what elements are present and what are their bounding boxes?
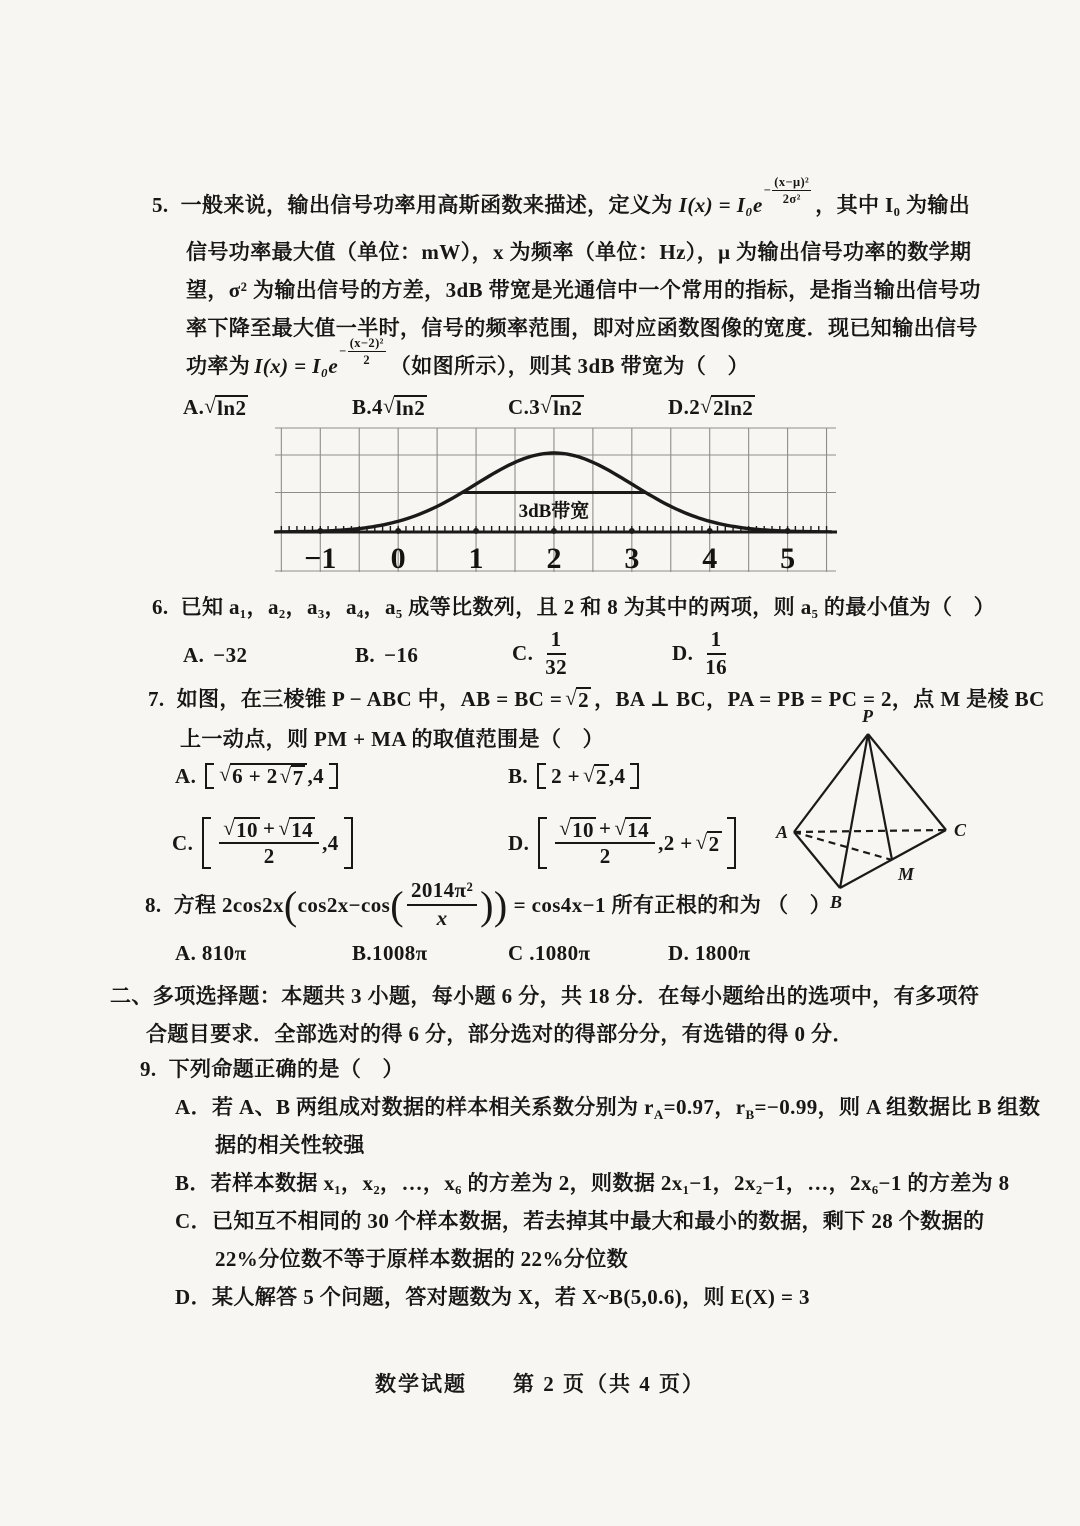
exp-numerator: (x−μ)² [774, 175, 810, 189]
interval: 2 + √ 2 ,4 [537, 760, 639, 792]
fraction: √ 10 + √ 14 2 [219, 817, 319, 869]
vertex-label-P: P [862, 706, 873, 726]
option-value: −16 [384, 643, 419, 667]
option-label: A. [175, 764, 197, 788]
question-5-line-3: 望，σ² 为输出信号的方差，3dB 带宽是光通信中一个常用的指标，是指当输出信号功 [186, 278, 981, 302]
vertex-label-M: M [898, 864, 915, 884]
q8-text: = cos4x−1 所有正根的和为 （ ） [513, 892, 832, 917]
radical: √ 7 [280, 765, 306, 789]
q5-option-d [668, 394, 755, 420]
fraction: $\frac{1}{32}$ [545, 627, 568, 679]
radical: √ 2ln2 [700, 395, 755, 419]
edge-PA [794, 734, 868, 832]
page-footer: 数学试题 第 2 页（共 4 页） [375, 1372, 705, 1396]
radical: √ 2 [696, 831, 722, 855]
question-5-line-2: 信号功率最大值（单位：mW），x 为频率（单位：Hz），μ 为输出信号功率的数学期 [186, 240, 972, 264]
axis-dot [551, 528, 557, 534]
q5-text: 一般来说，输出信号功率用高斯函数来描述，定义为 [180, 193, 673, 218]
question-number: 8. [145, 892, 162, 917]
bracket-left-icon [202, 817, 211, 869]
q5-option-a [183, 394, 248, 420]
q5-text: 功率为 [186, 354, 251, 379]
radical: √ ln2 [540, 395, 584, 419]
radical: √ 6 + 2 √ 7 [219, 763, 307, 789]
bracket-right-icon [344, 817, 353, 869]
q6-option-c [512, 628, 570, 679]
axis-dot [707, 528, 713, 534]
x-axis-label: 4 [702, 542, 718, 575]
bracket-right-icon [727, 817, 736, 869]
radical: √ 14 [278, 817, 315, 841]
minus-sign: − [763, 183, 772, 198]
q6-option-a [183, 642, 247, 668]
vertex-label-B: B [830, 892, 843, 912]
option-value: −32 [213, 643, 248, 667]
edge-PB [840, 734, 868, 888]
x-axis-label: −1 [304, 542, 337, 575]
q8-option-b: B.1008π [352, 941, 428, 965]
q5-formula2-base: I(x) = I₀e [254, 354, 339, 379]
question-5-line-4: 率下降至最大值一半时，信号的频率范围，即对应函数图像的宽度．现已知输出信号 [186, 316, 978, 340]
q8-option-a: A. 810π [175, 941, 247, 965]
q9-stem: 下列命题正确的是（ ） [168, 1057, 404, 1081]
bracket-left-icon [537, 763, 546, 789]
q7-text: 如图，在三棱锥 P − ABC 中，AB = BC = [176, 687, 563, 711]
option-label: D. [508, 830, 530, 855]
q9-option-c-line-1: C．已知互不相同的 30 个样本数据，若去掉其中最大和最小的数据，剩下 28 个数据的 [175, 1209, 985, 1233]
bracket-right-icon [329, 763, 338, 789]
edge-PC [868, 734, 946, 830]
q9-option-a-line-1: A．若 A、B 两组成对数据的样本相关系数分别为 $r_A=0.97$，$r_B=-0.99$，则 A 组数据比 B 组数 [175, 1095, 1041, 1123]
axis-dot [629, 528, 635, 534]
radical: √ 10 [559, 817, 596, 841]
q7-option-c [172, 814, 353, 872]
fraction: $\frac{\text{2014π²}}{x}$ [407, 879, 477, 930]
q6-stem: 已知 a₁，a₂，a₃，a₄，a₅ 成等比数列，且 2 和 8 为其中的两项，则 a₅ 的最小值为（ ） [180, 595, 996, 619]
question-9 [140, 1056, 404, 1082]
x-axis-label: 5 [780, 542, 796, 575]
question-8: 8. 方程 2cos2x ( cos2x−cos ( $\frac{\text{2014π²}}{x}$ )) = cos4x−1 所有正根的和为 （ ） [145, 878, 832, 930]
option-label: B. [508, 764, 529, 788]
q7-option-b [508, 760, 639, 792]
option-label: C. [512, 641, 534, 666]
question-number: 9. [140, 1057, 157, 1081]
fraction: $\frac{1}{16}$ [705, 627, 728, 679]
q8-text: cos2x−cos [297, 892, 391, 917]
axis-dot [395, 528, 401, 534]
interval: √ 6 + 2 √ 7 ,4 [205, 760, 338, 792]
question-number: 7. [148, 687, 165, 711]
q5-formula1-base: I(x) = I₀e [678, 193, 763, 218]
radical: √ 2 [583, 764, 609, 788]
x-axis-label: 0 [390, 542, 406, 575]
bracket-right-icon [630, 763, 639, 789]
axis-dot [473, 528, 479, 534]
question-number: 5. [152, 193, 169, 218]
section-2-header-line-1: 二、多项选择题：本题共 3 小题，每小题 6 分，共 18 分．在每小题给出的选项中，有多项符 [110, 984, 980, 1008]
q7-option-d [508, 814, 736, 872]
q5-formula1-exponent [764, 175, 812, 206]
q7-text: ，BA ⊥ BC，PA = PB = PC = 2，点 M 是棱 BC [594, 687, 1045, 711]
question-number: 6. [152, 595, 169, 619]
q6-option-d [672, 628, 730, 679]
interval: √ 10 + √ 14 2 ,2 + √ 2 [538, 814, 735, 872]
bracket-left-icon [205, 763, 214, 789]
q9-option-c-line-2: 22%分位数不等于原样本数据的 22%分位数 [215, 1247, 629, 1271]
exp-denominator: 2 [363, 353, 371, 367]
x-axis-label: 1 [468, 542, 484, 575]
minus-sign: − [339, 344, 347, 359]
edge-BC [840, 830, 946, 888]
edge-AC-dashed [794, 830, 946, 832]
q8-option-d: D. 1800π [668, 941, 751, 965]
option-label: C.3 [508, 395, 541, 419]
q5-graph-svg [272, 420, 839, 582]
fraction: √ 10 + √ 14 2 [555, 817, 655, 869]
q8-option-c: C .1080π [508, 941, 591, 965]
q6-option-b [355, 642, 418, 668]
q5-text: （如图所示），则其 3dB 带宽为（ ） [389, 354, 749, 379]
radical: √ ln2 [383, 395, 427, 419]
radical: √ 10 [223, 817, 260, 841]
interval: √ 10 + √ 14 2 ,4 [202, 814, 352, 872]
question-5-line-1 [152, 175, 971, 221]
subscript-A: A [653, 1107, 664, 1123]
option-label: A. [183, 395, 205, 419]
bandwidth-annotation: 3dB带宽 [518, 501, 590, 522]
edge-AM-dashed [794, 832, 892, 860]
subscript-B: B [745, 1107, 755, 1123]
vertex-label-A: A [776, 822, 789, 842]
q5-option-c [508, 394, 584, 420]
option-label: B.4 [352, 395, 383, 419]
edge-PM [868, 734, 892, 860]
option-label: D. [672, 641, 694, 666]
section-2-header-line-2: 合题目要求．全部选对的得 6 分，部分选对的得部分分，有选错的得 0 分． [146, 1022, 854, 1046]
bracket-left-icon [538, 817, 547, 869]
option-label: B. [355, 643, 376, 667]
x-axis-label: 2 [546, 542, 562, 575]
radical: √ 14 [614, 817, 651, 841]
question-6 [152, 594, 995, 620]
q9-option-a-line-2: 据的相关性较强 [215, 1133, 365, 1157]
vertex-label-C: C [954, 820, 967, 840]
q8-text: 方程 2cos2x [173, 892, 284, 917]
radical: √ 2 [565, 687, 591, 711]
q5-formula2-exponent [339, 336, 387, 367]
q5-text: ，其中 I₀ 为输出 [815, 193, 971, 218]
q7-option-a [175, 760, 338, 792]
x-axis-label: 3 [624, 542, 640, 575]
exp-denominator: 2σ² [782, 192, 801, 206]
exp-numerator: (x−2)² [349, 336, 384, 350]
q5-option-b [352, 394, 427, 420]
q5-graph [272, 420, 839, 587]
q9-option-b: B．若样本数据 x₁，x₂，…，x₆ 的方差为 2，则数据 2x₁−1，2x₂−1，…，2x₆−1 的方差为 8 [175, 1171, 1010, 1195]
question-7-line-2: 上一动点，则 PM + MA 的取值范围是（ ） [180, 727, 605, 751]
option-label: D.2 [668, 395, 701, 419]
option-label: C. [172, 830, 194, 855]
radical: √ ln2 [204, 395, 248, 419]
option-label: A. [183, 643, 205, 667]
question-5-line-5 [186, 336, 749, 382]
q9-option-d: D．某人解答 5 个问题，答对题数为 X，若 X~B(5,0.6)，则 E(X) = 3 [175, 1285, 810, 1309]
